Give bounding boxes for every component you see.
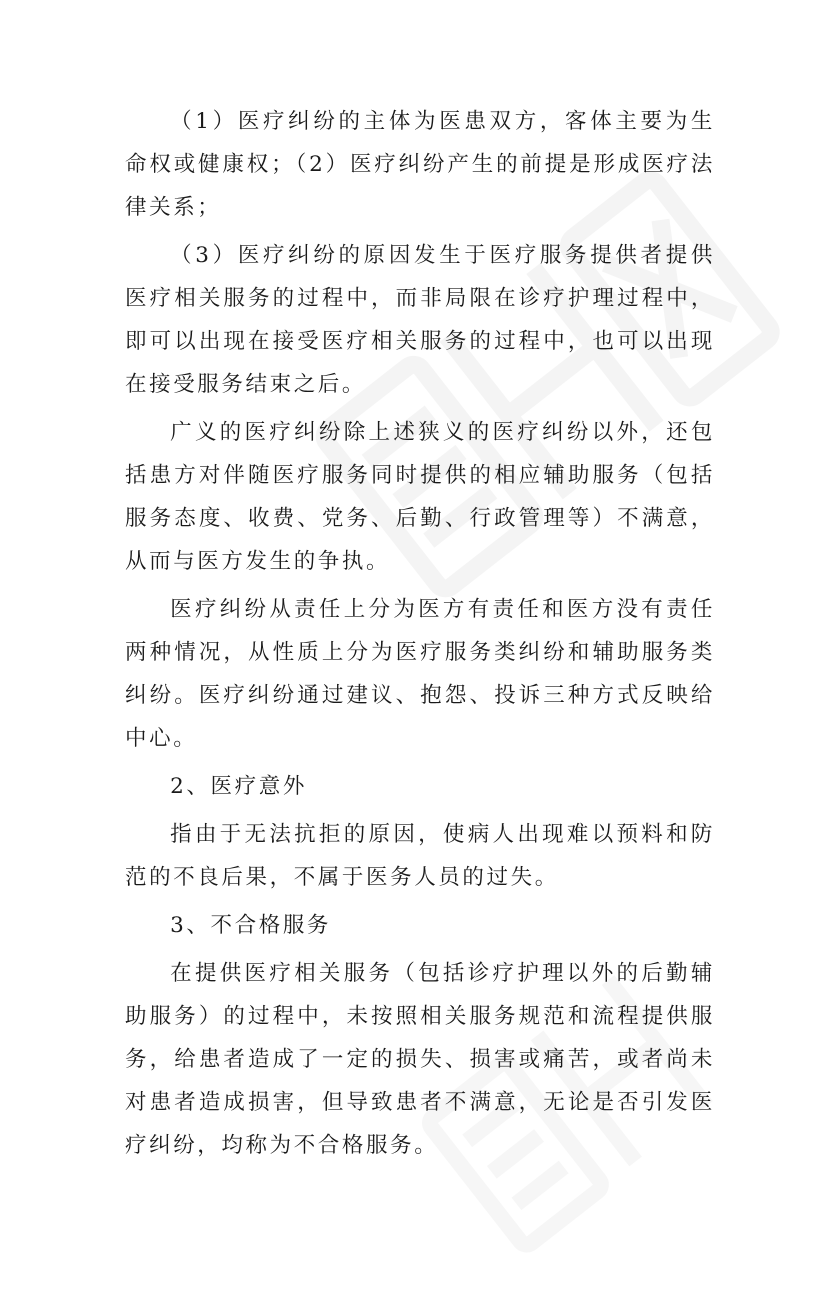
section-3-heading: 3、不合格服务 bbox=[170, 913, 332, 938]
paragraph-3: 广义的医疗纠纷除上述狭义的医疗纠纷以外，还包括患方对伴随医疗服务同时提供的相应辅助服务（包括服务态度、收费、党务、后勤、行政管理等）不满意，从而与医方发生的争执。 bbox=[125, 420, 715, 574]
paragraph-2: （3）医疗纠纷的原因发生于医疗服务提供者提供医疗相关服务的过程中，而非局限在诊疗护理过程中，即可以出现在接受医疗相关服务的过程中，也可以出现在接受服务结束之后。 bbox=[125, 243, 715, 397]
section-2-heading: 2、医疗意外 bbox=[170, 774, 307, 799]
section-3-body: 在提供医疗相关服务（包括诊疗护理以外的后勤辅助服务）的过程中，未按照相关服务规范和流程提供服务，给患者造成了一定的损失、损害或痛苦，或者尚未对患者造成损害，但导致患者不满意，无论是否引发医疗纠纷，均称为不合格服务。 bbox=[125, 961, 715, 1158]
paragraph-1: （1）医疗纠纷的主体为医患双方，客体主要为生命权或健康权；（2）医疗纠纷产生的前提是形成医疗法律关系； bbox=[125, 109, 715, 220]
section-2-body: 指由于无法抗拒的原因，使病人出现难以预料和防范的不良后果，不属于医务人员的过失。 bbox=[125, 822, 715, 890]
document-body bbox=[125, 100, 715, 1172]
paragraph-4: 医疗纠纷从责任上分为医方有责任和医方没有责任两种情况，从性质上分为医疗服务类纠纷和辅助服务类纠纷。医疗纠纷通过建议、抱怨、投诉三种方式反映给中心。 bbox=[125, 597, 715, 751]
